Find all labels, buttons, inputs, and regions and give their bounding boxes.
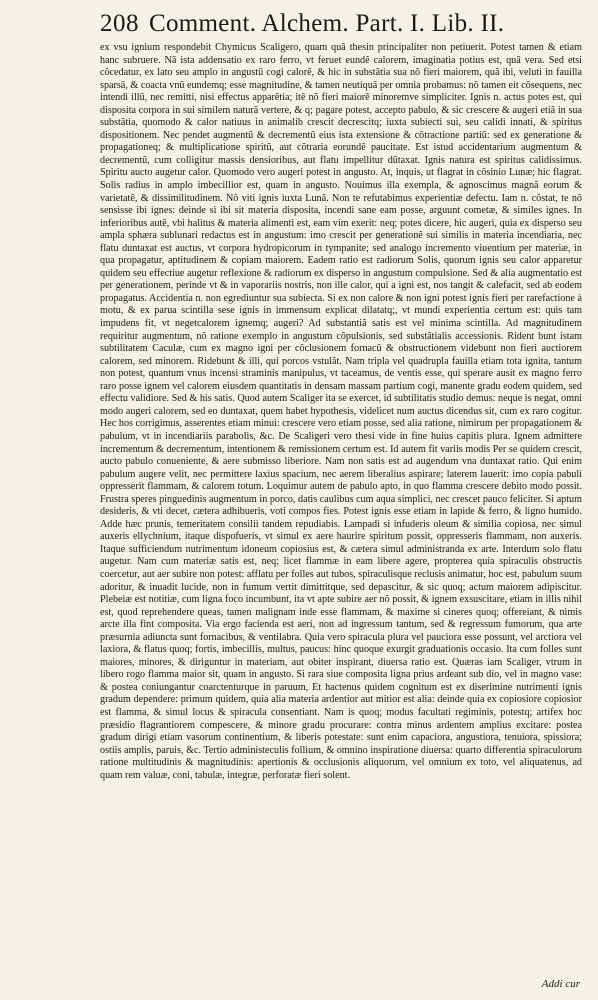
running-head: Comment. Alchem. Part. I. Lib. II.: [149, 10, 505, 37]
body-text: [100, 42, 582, 782]
page-number: 208: [100, 10, 139, 37]
page-header: [100, 10, 582, 38]
paragraph: ex vsu ignium respondebit Chymicus Scaligero, quam quã thesin principaliter non petiuerit. Potest tamen & etiam hanc subruere. Nã ista addensatio ex raro ferro, vt feruet eundẽ calorem, imaginatia potius est, quã vera. Sed etsi cõcedatur, ex lato seu amplo in angustũ cogi calorẽ, & hic in substãtia sua nõ fieri maiorem, quã ibi, veluti in fauilla sparsã, & coacta vnũ eundemq; esse magnitudine, & tamen neutiquã per omnia probamus: nõ tamen eit cõsequens, nec intendi illũ, nec remitti, nisi effectus apparẽtia; itẽ nõ fieri maiorẽ minoremve simpliciter. Ignis n. actus potes est, qui disposita corpora in sui similem naturã vertere, & q; pagare potest, accepto pabulo, & sic crescere & augeri etiã in sua substãtia, quomodo & calor natiuus in animalib crescit decrescitq; iuxta subiecti sui, seu calidi innati, & spiritus dispositionem. Nec pendet augmentũ & decrementũ eius ista extensione & cõtractione partiũ: sed ex generatione & propagationeq; & multiplicatione spiritũ, aut cõtraria eorundẽ paucitate. Est istud accidentarium augmentum & decrementũ, cum colligitur massis densioribus, aut flatu impellitur dũtaxat. Ignis natura est spiritus calidissimus. Spiritu aucto augetur calor. Quomodo vero augeri potest in angusto. At, inquis, ut flagrat in cõsinio Lunæ; hic flagrat. Solis radius in amplo imbecillior est, quam in angusto. Nouimus illa exempla, & agnoscimus magnã eorum & varietatẽ, & dissimilitudinem. Nõ viti ignis iuxta Lunã. Non te refutabimus experientiæ defectu. Iam n. cõstat, te nõ sensisse ibi ignes: deinde si ibi sit materia disposita, incendi sane eam posse, arguunt cometæ, & similes ignes. In inferioribus autẽ, vbi halitus & materia alimenti est, eam vim exerit: neq; potes dicere, hic augeri, quia ex disperso seu ampla sphæra sublunari redactus est in angustum: imo crescit per generationẽ sui similis in materia incendiaria, nec flatu duntaxat est auctus, vt corpora hydropicorum in tympanite; sed analogo incremento viuentium per materiæ, in qua propagatur, aptitudinem & copiam maiorem. Eadem ratio est radiorum Solis, quorum ignis seu calor apparetur quidem seu effectiue augetur reflexione & radiorum ex disperso in angustum compulsione. Sed & alia augmentatio est per generationem, perinde vt & in vaporariis nostris, non ille calor, qui a igni est, nos tangit & calefacit, sed ab eodem propagatus. Accidentia n. non egrediuntur sua subiecta. Si ex non calore & non igni potest ignis fieri per rarefactione à motu, & ex parua scintilla sese ignis in immensum explicat dilatatq;, vt mundi experientia certum est: quis tam impudens fit, vt negetcalorem ignemq; augeri? Ad substantiã satis est vel minima scintilla. Ad magnitudinem requiritur augmentum, nõ ratione exemplo in angustum cõpulsionis, sed substãtialis accessionis. Rident bunt istam subtilitatem Caculæ, cum ex magno igni per cõclusionem fornacũ & obstructionem videbunt non fieri auctiorem calorem, sed minorem. Ridebunt & illi, qui porcos vstulãt. Nam tripla vel quadrupla fauilla etiam tota ignita, tantum non potest, quantum vnus incensi straminis manipulus, vt taceamus, de ventis esse, qui sperare ausit ex magno ferro raro posse ignem vel calorem eiusdem quantitatis in densam massam partium cogi, manente gradu eodem quidem, sed effectu validiore. Sed & his satis. Quod autem Scaliger ita se exercet, id subtilitatis studio demus: neque is negat, omni modo augeri calorem, sed eo duntaxat, quem habet hypothesis, videlicet num auctus dicendus sit, cum ex raro cogitur. Hec hos corrigimus, asserentes etiam minui: crescere vero etiam posse, sed alia ratione, nimirum per propagationem & pabulum, vt in incendiariis parabolis, &c. De Scaligeri vero thesi vide in fine huius capitis plura. Ignem admittere incrementum & decrementum, intentionem & remissionem certum est. Id autem fit variis modis Per se quidem crescit, aucto pabulo conueniente, & aere submisso liberiore. Nam non satis est ad augendum vna duntaxat ratio. Qui enim pabulum augere velit, nec permittere laxius spacium, nec aerem liberalius aspirare; laterem lauerit: imo copia pabuli oppresserit flammam, & calorem totum. Loquimur autem de pabulo apto, in quo flamma crescere debito modo possit. Frustra speres pinguedinis augmentum in porco, datis caulibus cum aqua simplici, nec crescet pauco feliciter. Si aptum desideris, & vti decet, cætera adhibueris, voti compos fies. Potest ignis esse etiam in lapide & ferro, & ligno humido. Adde hæc prunis, temeritatem consilii tandem repudiabis. Lampadi si infuderis oleum & similia copiosa, nec simul auxeris ellychnium, itaque dispofueris, vt simul ex aere haurire spiritum possit, oppresseris flammam, non auxeris. Itaque sufficiendum nutrimentum idoneum copiosius est, & cætera simul administranda ex arte. Interdum solo flatu augetur. Nam cum materiæ satis est, neq; licet flammæ in eam libere agere, propterea quia spiraculis obstructis coercetur, aut aer subire non potest: afflatu per folles aut tubos, spiraculisque reclusis animatur, hoc est, pabulum suum adoritur, & inuadit lucide, non in fumum vertit dimittitque, sed depascitur, & sic quoq; actum maiorem adipiscitur. Plebeiæ est notitiæ, cum ligna foco incumbunt, ita vt apte subire aer nõ possit, & ignem exsuscitare, etiam in illis nihil est, quod reprehendere queas, tamen malignam inde esse flammam, & maxime si cineres quoq; offereiant, & nimis arcte illa fint composita. Via ergo facienda est aeri, non ad ingressum tantum, sed & regressum fumorum, qua arte præsurnia adiuncta sunt fornacibus, & ventilabra. Quia vero spiracula plura vel pauciora esse possunt, vel arctiora vel laxiora, & flatus quoq; fortis, imbecillis, multus, paucus: hinc quoque exurgit graduationis occasio. Ita cum folles sunt maiores, minores, & diriguntur in materiam, aut obiter inspirant, diuersa ratio est. Quæras iam Scaliger, vtrum in libero rogo flamma maior sit, quam in angusto. Si rara siue composita ligna prius ardeant sub dio, vel in magno vase: & postea coniungantur coarctenturque in paruum, Et hactenus quidem cognitum est ex diserimine nutrimenti ignis gradum dependere: primum quidem, quia alia materia ardentior aut mitior est alia: deinde quia ex copiosiore copiosior est flamma, & simul locus & spiracula consentiant. Nam is quoq; modus facultati regiminis, potestq; artifex hoc præsidio flagrantiorem compescere, & minore gradu procurare: contra minus ardentem amplius excitare: postea gradum dirigi etiam vasorum continentium, & liberis potestate: sunt enim capaciora, angustiora, tenuiora, spissiora; ostiis amplis, paruis, &c. Tertio administeculis follium, & omnino inspiratione diuersa: quarto differentia spiraculorum ratione multitudinis & magnitudinis: apertionis & occlusionis aliquorum, vel omnium ex toto, vel aliquatenus, ad quam rem valuæ, coni, tabulæ, integræ, perforatæ fieri solent.: [100, 42, 582, 781]
catchword: Addi cur: [541, 978, 580, 990]
